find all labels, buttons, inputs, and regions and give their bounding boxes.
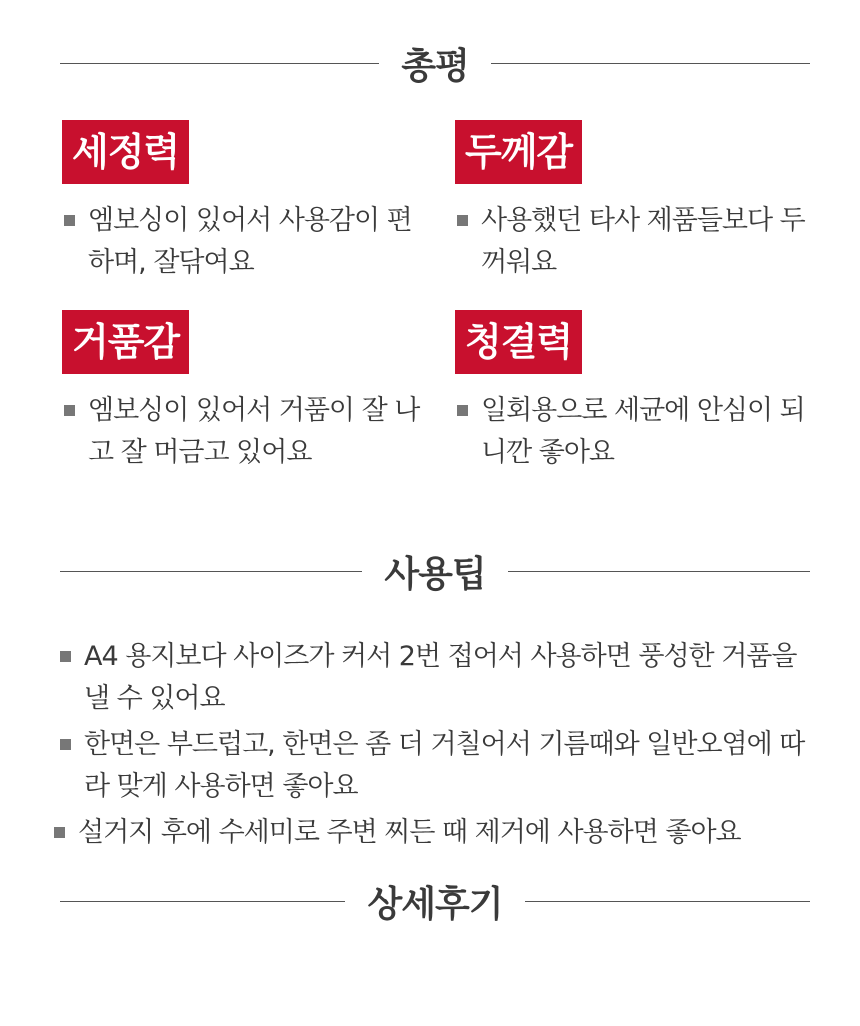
card-text-value: 엠보싱이 있어서 거품이 잘 나고 잘 머금고 있어요 bbox=[88, 395, 420, 468]
divider-line bbox=[525, 901, 810, 902]
card-badge: 두께감 bbox=[455, 120, 582, 184]
square-bullet-icon bbox=[60, 651, 71, 662]
tips-header bbox=[60, 546, 810, 596]
card-foam bbox=[62, 310, 422, 474]
card-cleaning bbox=[62, 120, 422, 284]
card-text bbox=[455, 200, 815, 284]
list-item bbox=[52, 812, 818, 854]
square-bullet-icon bbox=[60, 739, 71, 750]
tip-text: 한면은 부드럽고, 한면은 좀 더 거칠어서 기름때와 일반오염에 따라 맞게 사용하면 좋아요 bbox=[84, 729, 805, 802]
divider-line bbox=[491, 63, 810, 64]
card-hygiene bbox=[455, 310, 815, 474]
divider-line bbox=[60, 901, 345, 902]
tips-title: 사용팁 bbox=[384, 553, 486, 595]
card-text bbox=[62, 200, 422, 284]
square-bullet-icon bbox=[457, 215, 468, 226]
card-badge: 세정력 bbox=[62, 120, 189, 184]
card-text bbox=[62, 390, 422, 474]
square-bullet-icon bbox=[457, 405, 468, 416]
divider-line bbox=[60, 571, 362, 572]
reviews-title: 상세후기 bbox=[367, 883, 503, 925]
divider-line bbox=[508, 571, 810, 572]
square-bullet-icon bbox=[64, 405, 75, 416]
tip-text: A4 용지보다 사이즈가 커서 2번 접어서 사용하면 풍성한 거품을 낼 수 있어요 bbox=[84, 641, 797, 714]
tips-list bbox=[58, 636, 818, 858]
divider-line bbox=[60, 63, 379, 64]
list-item bbox=[58, 636, 818, 720]
card-text bbox=[455, 390, 815, 474]
card-text-value: 일회용으로 세균에 안심이 되니깐 좋아요 bbox=[481, 395, 805, 468]
tip-text: 설거지 후에 수세미로 주변 찌든 때 제거에 사용하면 좋아요 bbox=[78, 817, 741, 848]
reviews-header bbox=[60, 876, 810, 926]
card-badge: 청결력 bbox=[455, 310, 582, 374]
square-bullet-icon bbox=[54, 827, 65, 838]
card-text-value: 엠보싱이 있어서 사용감이 편하며, 잘닦여요 bbox=[88, 205, 412, 278]
summary-title: 총평 bbox=[401, 45, 469, 87]
card-thickness bbox=[455, 120, 815, 284]
list-item bbox=[58, 724, 818, 808]
card-badge: 거품감 bbox=[62, 310, 189, 374]
card-text-value: 사용했던 타사 제품들보다 두꺼워요 bbox=[481, 205, 805, 278]
square-bullet-icon bbox=[64, 215, 75, 226]
summary-header bbox=[60, 38, 810, 88]
